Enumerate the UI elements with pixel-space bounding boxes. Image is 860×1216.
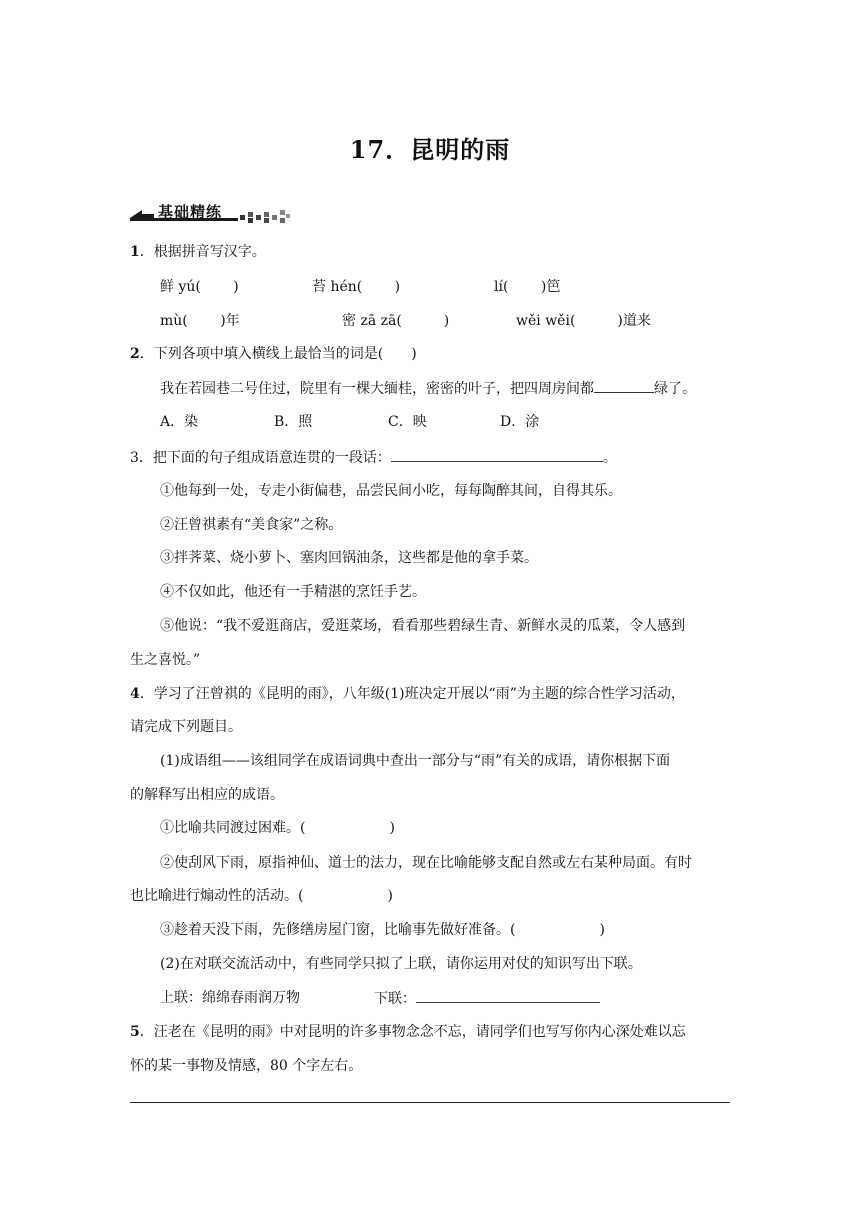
q3-stem: 3．把下面的句子组成语意连贯的一段话： 。 (130, 447, 617, 468)
q3-sentence-5-cont: 生之喜悦。” (130, 652, 201, 668)
q4-item-2: ②使刮风下雨，原指神仙、道士的法力，现在比喻能够支配自然或左右某种局面。有时 (160, 855, 692, 871)
q4-item-2-cont: 也比喻进行煽动性的活动。( ) (130, 888, 393, 904)
q4-sub1: (1)成语组——该组同学在成语词典中查出一部分与“雨”有关的成语，请你根据下面 (160, 753, 671, 769)
q4-sub1-cont: 的解释写出相应的成语。 (130, 787, 284, 803)
q3-sentence-4: ④不仅如此，他还有一手精湛的烹饪手艺。 (160, 584, 426, 600)
q3-answer-blank[interactable] (391, 447, 603, 462)
q4-item-1: ①比喻共同渡过困难。( ) (160, 820, 395, 836)
q5-stem: 5．汪老在《昆明的雨》中对昆明的许多事物念念不忘，请同学们也写写你内心深处难以忘 (130, 1024, 686, 1040)
q3-sentence-3: ③拌荠菜、烧小萝卜、塞肉回锅油条，这些都是他的拿手菜。 (160, 550, 538, 566)
q4-lower-couplet-blank[interactable] (416, 988, 600, 1003)
q1-item-4: mù( )年 (160, 313, 240, 329)
q1-item-6: wěi wěi( )道来 (516, 313, 651, 329)
q1-item-3: lí( )笆 (494, 279, 561, 295)
q5-stem-cont: 怀的某一事物及情感，80 个字左右。 (130, 1058, 363, 1074)
q4-stem-cont: 请完成下列题目。 (130, 719, 242, 735)
q4-item-3: ③趁着天没下雨，先修缮房屋门窗，比喻事先做好准备。( ) (160, 922, 605, 938)
q2-sentence: 我在若园巷二号住过，院里有一棵大缅桂，密密的叶子，把四周房间都 绿了。 (160, 378, 696, 399)
q1-item-2: 苔 hén( ) (312, 279, 401, 295)
q4-stem: 4．学习了汪曾祺的《昆明的雨》，八年级(1)班决定开展以“雨”为主题的综合性学习活动， (130, 686, 685, 702)
section-label: 基础精练 (158, 203, 223, 221)
q3-sentence-2: ②汪曾祺素有“美食家”之称。 (160, 517, 343, 533)
q3-sentence-1: ①他每到一处，专走小街偏巷，品尝民间小吃，每每陶醉其间，自得其乐。 (160, 483, 622, 499)
q2-answer-blank[interactable] (594, 378, 654, 393)
page-title: 17．昆明的雨 (349, 135, 511, 164)
q2-option-b: B．照 (274, 414, 313, 430)
q2-stem: 2．下列各项中填入横线上最恰当的词是( ) (130, 346, 417, 362)
answer-line[interactable] (130, 1102, 730, 1103)
q1-stem: 1．根据拼音写汉字。 (130, 244, 266, 260)
q1-item-5: 密 zā zā( ) (342, 313, 450, 329)
q1-item-1: 鲜 yú( ) (160, 279, 239, 295)
q2-option-c: C．映 (388, 414, 427, 430)
q4-lower-couplet: 下联： (374, 988, 600, 1009)
q3-sentence-5: ⑤他说：“我不爱逛商店，爱逛菜场，看看那些碧绿生青、新鲜水灵的瓜菜，令人感到 (160, 618, 686, 634)
q4-upper-couplet: 上联：绵绵春雨润万物 (160, 990, 300, 1006)
q2-option-a: A．染 (160, 414, 199, 430)
q2-option-d: D．涂 (500, 414, 540, 430)
q4-sub2: (2)在对联交流活动中，有些同学只拟了上联，请你运用对仗的知识写出下联。 (160, 956, 642, 972)
